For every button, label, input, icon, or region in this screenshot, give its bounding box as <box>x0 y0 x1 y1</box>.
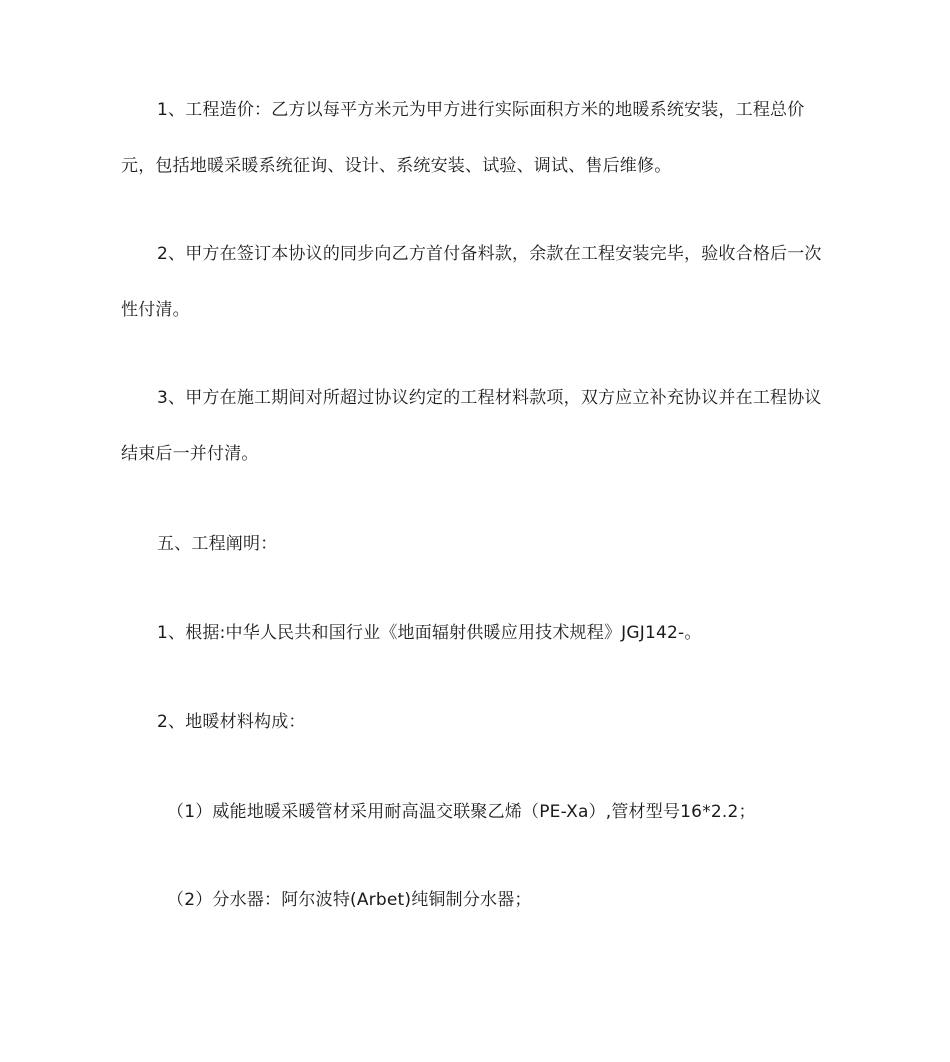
list-item-pipe-material: （1）威能地暖采暖管材采用耐高温交联聚乙烯（PE-Xa）,管材型号16*2.2； <box>167 802 756 822</box>
section-heading-project-description: 五、工程阐明： <box>157 534 278 554</box>
list-item-manifold: （2）分水器：阿尔波特(Arbet)纯铜制分水器； <box>167 890 532 910</box>
paragraph-basis-standard: 1、根据:中华人民共和国行业《地面辐射供暖应用技术规程》JGJ142-。 <box>157 623 702 643</box>
paragraph-additional-materials: 3、甲方在施工期间对所超过协议约定的工程材料款项，双方应立补充协议并在工程协议结束后一并付清。 <box>121 388 822 464</box>
paragraph-payment-terms: 2、甲方在签订本协议的同步向乙方首付备料款，余款在工程安装完毕，验收合格后一次性付清。 <box>121 244 822 320</box>
paragraph-materials-heading: 2、地暖材料构成： <box>157 712 306 732</box>
paragraph-project-cost: 1、工程造价：乙方以每平方米元为甲方进行实际面积方米的地暖系统安装，工程总价元，包括地暖采暖系统征询、设计、系统安装、试验、调试、售后维修。 <box>121 100 805 176</box>
